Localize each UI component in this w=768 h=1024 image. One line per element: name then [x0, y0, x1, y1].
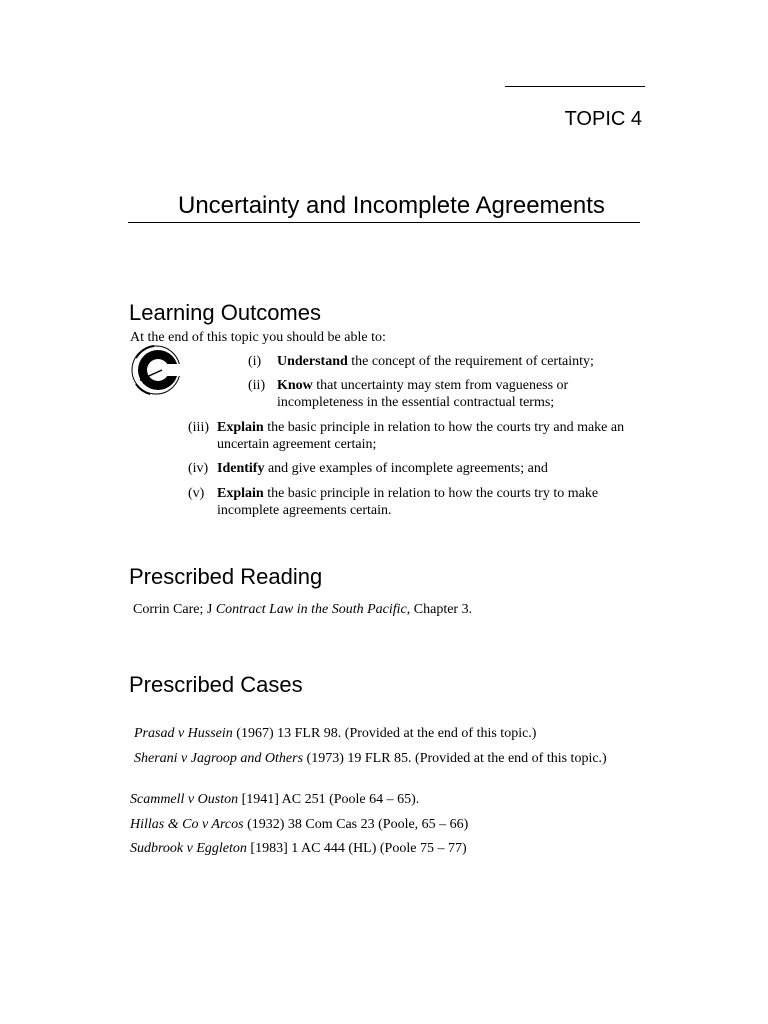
outcome-text [277, 377, 618, 411]
case-citation: (1973) 19 FLR 85. (Provided at the end of this topic.) [303, 751, 607, 766]
outcome-text [217, 419, 628, 453]
learning-outcomes-intro: At the end of this topic you should be able to: [130, 330, 386, 345]
outcome-description: the basic principle in relation to how the courts try and make an uncertain agreement certain; [217, 420, 625, 452]
outcome-item [188, 485, 618, 519]
outcome-text [277, 353, 648, 370]
topic-rule [505, 86, 645, 87]
outcome-description: the concept of the requirement of certainty; [347, 354, 594, 369]
prescribed-reading-entry [133, 601, 472, 618]
outcome-verb: Understand [277, 354, 348, 369]
outcome-item [248, 353, 648, 370]
outcome-item [248, 377, 618, 411]
case-name: Sudbrook v Eggleton [130, 841, 247, 856]
outcome-verb: Explain [217, 486, 264, 501]
case-item [134, 750, 643, 767]
title-rule [128, 222, 640, 223]
outcome-verb: Know [277, 378, 313, 393]
outcome-text [217, 460, 648, 477]
case-citation: (1932) 38 Com Cas 23 (Poole, 65 – 66) [243, 817, 469, 832]
outcome-number: (iii) [188, 420, 209, 435]
reading-chapter: , Chapter 3. [406, 602, 473, 617]
outcome-description: the basic principle in relation to how the courts try to make incomplete agreements certain. [217, 486, 599, 518]
case-citation: (1967) 13 FLR 98. (Provided at the end of this topic.) [232, 726, 537, 741]
case-item [134, 725, 536, 742]
case-name: Hillas & Co v Arcos [130, 817, 244, 832]
outcome-verb: Identify [217, 461, 265, 476]
page-title: Uncertainty and Incomplete Agreements [178, 192, 605, 219]
outcome-item [188, 460, 648, 477]
case-citation: [1941] AC 251 (Poole 64 – 65). [238, 792, 420, 807]
prescribed-reading-heading: Prescribed Reading [129, 564, 323, 589]
case-name: Prasad v Hussein [134, 726, 233, 741]
case-name: Sherani v Jagroop and Others [134, 751, 304, 766]
outcome-text [217, 485, 618, 519]
reading-author: Corrin Care; J [133, 602, 216, 617]
outcome-description: and give examples of incomplete agreements; and [264, 461, 548, 476]
case-name: Scammell v Ouston [130, 792, 239, 807]
outcome-number: (i) [248, 354, 262, 369]
case-item [130, 816, 468, 833]
outcome-description: that uncertainty may stem from vagueness or incompleteness in the essential contractual terms; [277, 378, 569, 410]
case-item [130, 840, 467, 857]
outcome-verb: Explain [217, 420, 264, 435]
reading-book-title: Contract Law in the South Pacific [215, 602, 407, 617]
outcome-number: (ii) [248, 378, 266, 393]
outcome-item [188, 419, 628, 453]
topic-label: TOPIC 4 [564, 108, 642, 130]
target-icon [130, 344, 182, 396]
outcome-number: (v) [188, 486, 205, 501]
case-item [130, 791, 419, 808]
case-citation: [1983] 1 AC 444 (HL) (Poole 75 – 77) [246, 841, 467, 856]
learning-outcomes-heading: Learning Outcomes [129, 300, 321, 325]
prescribed-cases-heading: Prescribed Cases [129, 672, 303, 697]
outcome-number: (iv) [188, 461, 209, 476]
